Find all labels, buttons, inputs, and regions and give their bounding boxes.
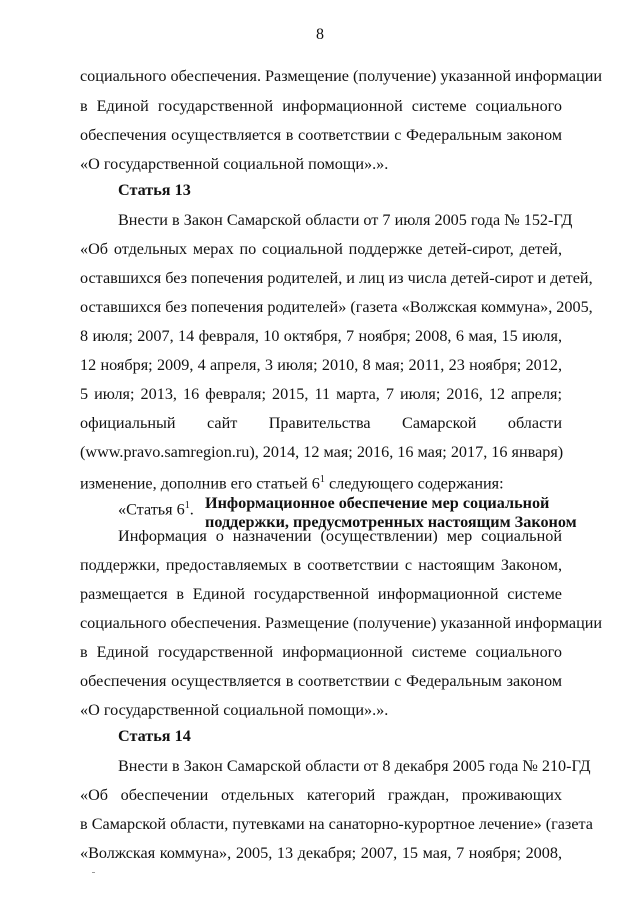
text-line: «Об обеспечении отдельных категорий граждан, проживающих — [80, 786, 562, 804]
text-line: обеспечения осуществляется в соответствии с Федеральным законом — [80, 126, 562, 144]
article-6-1-title: Информационное обеспечение мер социальной поддержки, предусмотренных настоящим Законом — [205, 494, 577, 531]
text-line: в Самарской области, путевками на санаторно-курортное лечение» (газета — [80, 815, 593, 833]
text-line: официальный сайт Правительства Самарской области — [80, 414, 562, 432]
text-line: 8 июля; 2007, 14 февраля, 10 октября, 7 ноября; 2008, 6 мая, 15 июля, — [80, 327, 562, 345]
text-line: оставшихся без попечения родителей» (газета «Волжская коммуна», 2005, — [80, 298, 593, 316]
text-line: 12 ноября; 2009, 4 апреля, 3 июля; 2010, 8 мая; 2011, 23 ноября; 2012, — [80, 356, 562, 374]
text-line: «О государственной социальной помощи».». — [80, 155, 389, 173]
text-line: изменение, дополнив его статьей $6^1$ следующего содержания: — [80, 474, 504, 493]
text-line: (www.pravo.samregion.ru), 2014, 12 мая; 2016, 16 мая; 2017, 16 января) — [80, 443, 564, 461]
scan-speck — [92, 872, 95, 873]
text-line: размещается в Единой государственной информационной системе — [80, 585, 562, 603]
text-line: Информация о назначении (осуществлении) мер социальной — [118, 527, 562, 545]
text-line: «О государственной социальной помощи».». — [80, 701, 389, 719]
text-line: Внести в Закон Самарской области от 7 июля 2005 года № 152-ГД — [118, 211, 573, 229]
text-line: 5 июля; 2013, 16 февраля; 2015, 11 марта, 7 июля; 2016, 12 апреля; — [80, 385, 562, 403]
article-6-1-label: «Статья $6^1$. — [118, 500, 194, 519]
text-line: «Об отдельных мерах по социальной поддержке детей-сирот, детей, — [80, 240, 562, 258]
text-line: социального обеспечения. Размещение (получение) указанной информации — [80, 614, 603, 632]
superscript: 1 — [319, 474, 325, 485]
article-14-heading: Статья 14 — [118, 727, 191, 745]
text-line: «Волжская коммуна», 2005, 13 декабря; 2007, 15 мая, 7 ноября; 2008, — [80, 844, 562, 862]
article-13-heading: Статья 13 — [118, 181, 191, 199]
page-number: 8 — [316, 26, 324, 43]
text-line: социального обеспечения. Размещение (получение) указанной информации — [80, 67, 603, 85]
text-line: Внести в Закон Самарской области от 8 декабря 2005 года № 210-ГД — [118, 757, 591, 775]
text-line: поддержки, предоставляемых в соответствии с настоящим Законом, — [80, 556, 562, 574]
text-line: оставшихся без попечения родителей, и лиц из числа детей-сирот и детей, — [80, 269, 593, 287]
text-line: в Единой государственной информационной системе социального — [80, 643, 562, 661]
text-line: обеспечения осуществляется в соответствии с Федеральным законом — [80, 672, 562, 690]
text-line: в Единой государственной информационной системе социального — [80, 97, 562, 115]
